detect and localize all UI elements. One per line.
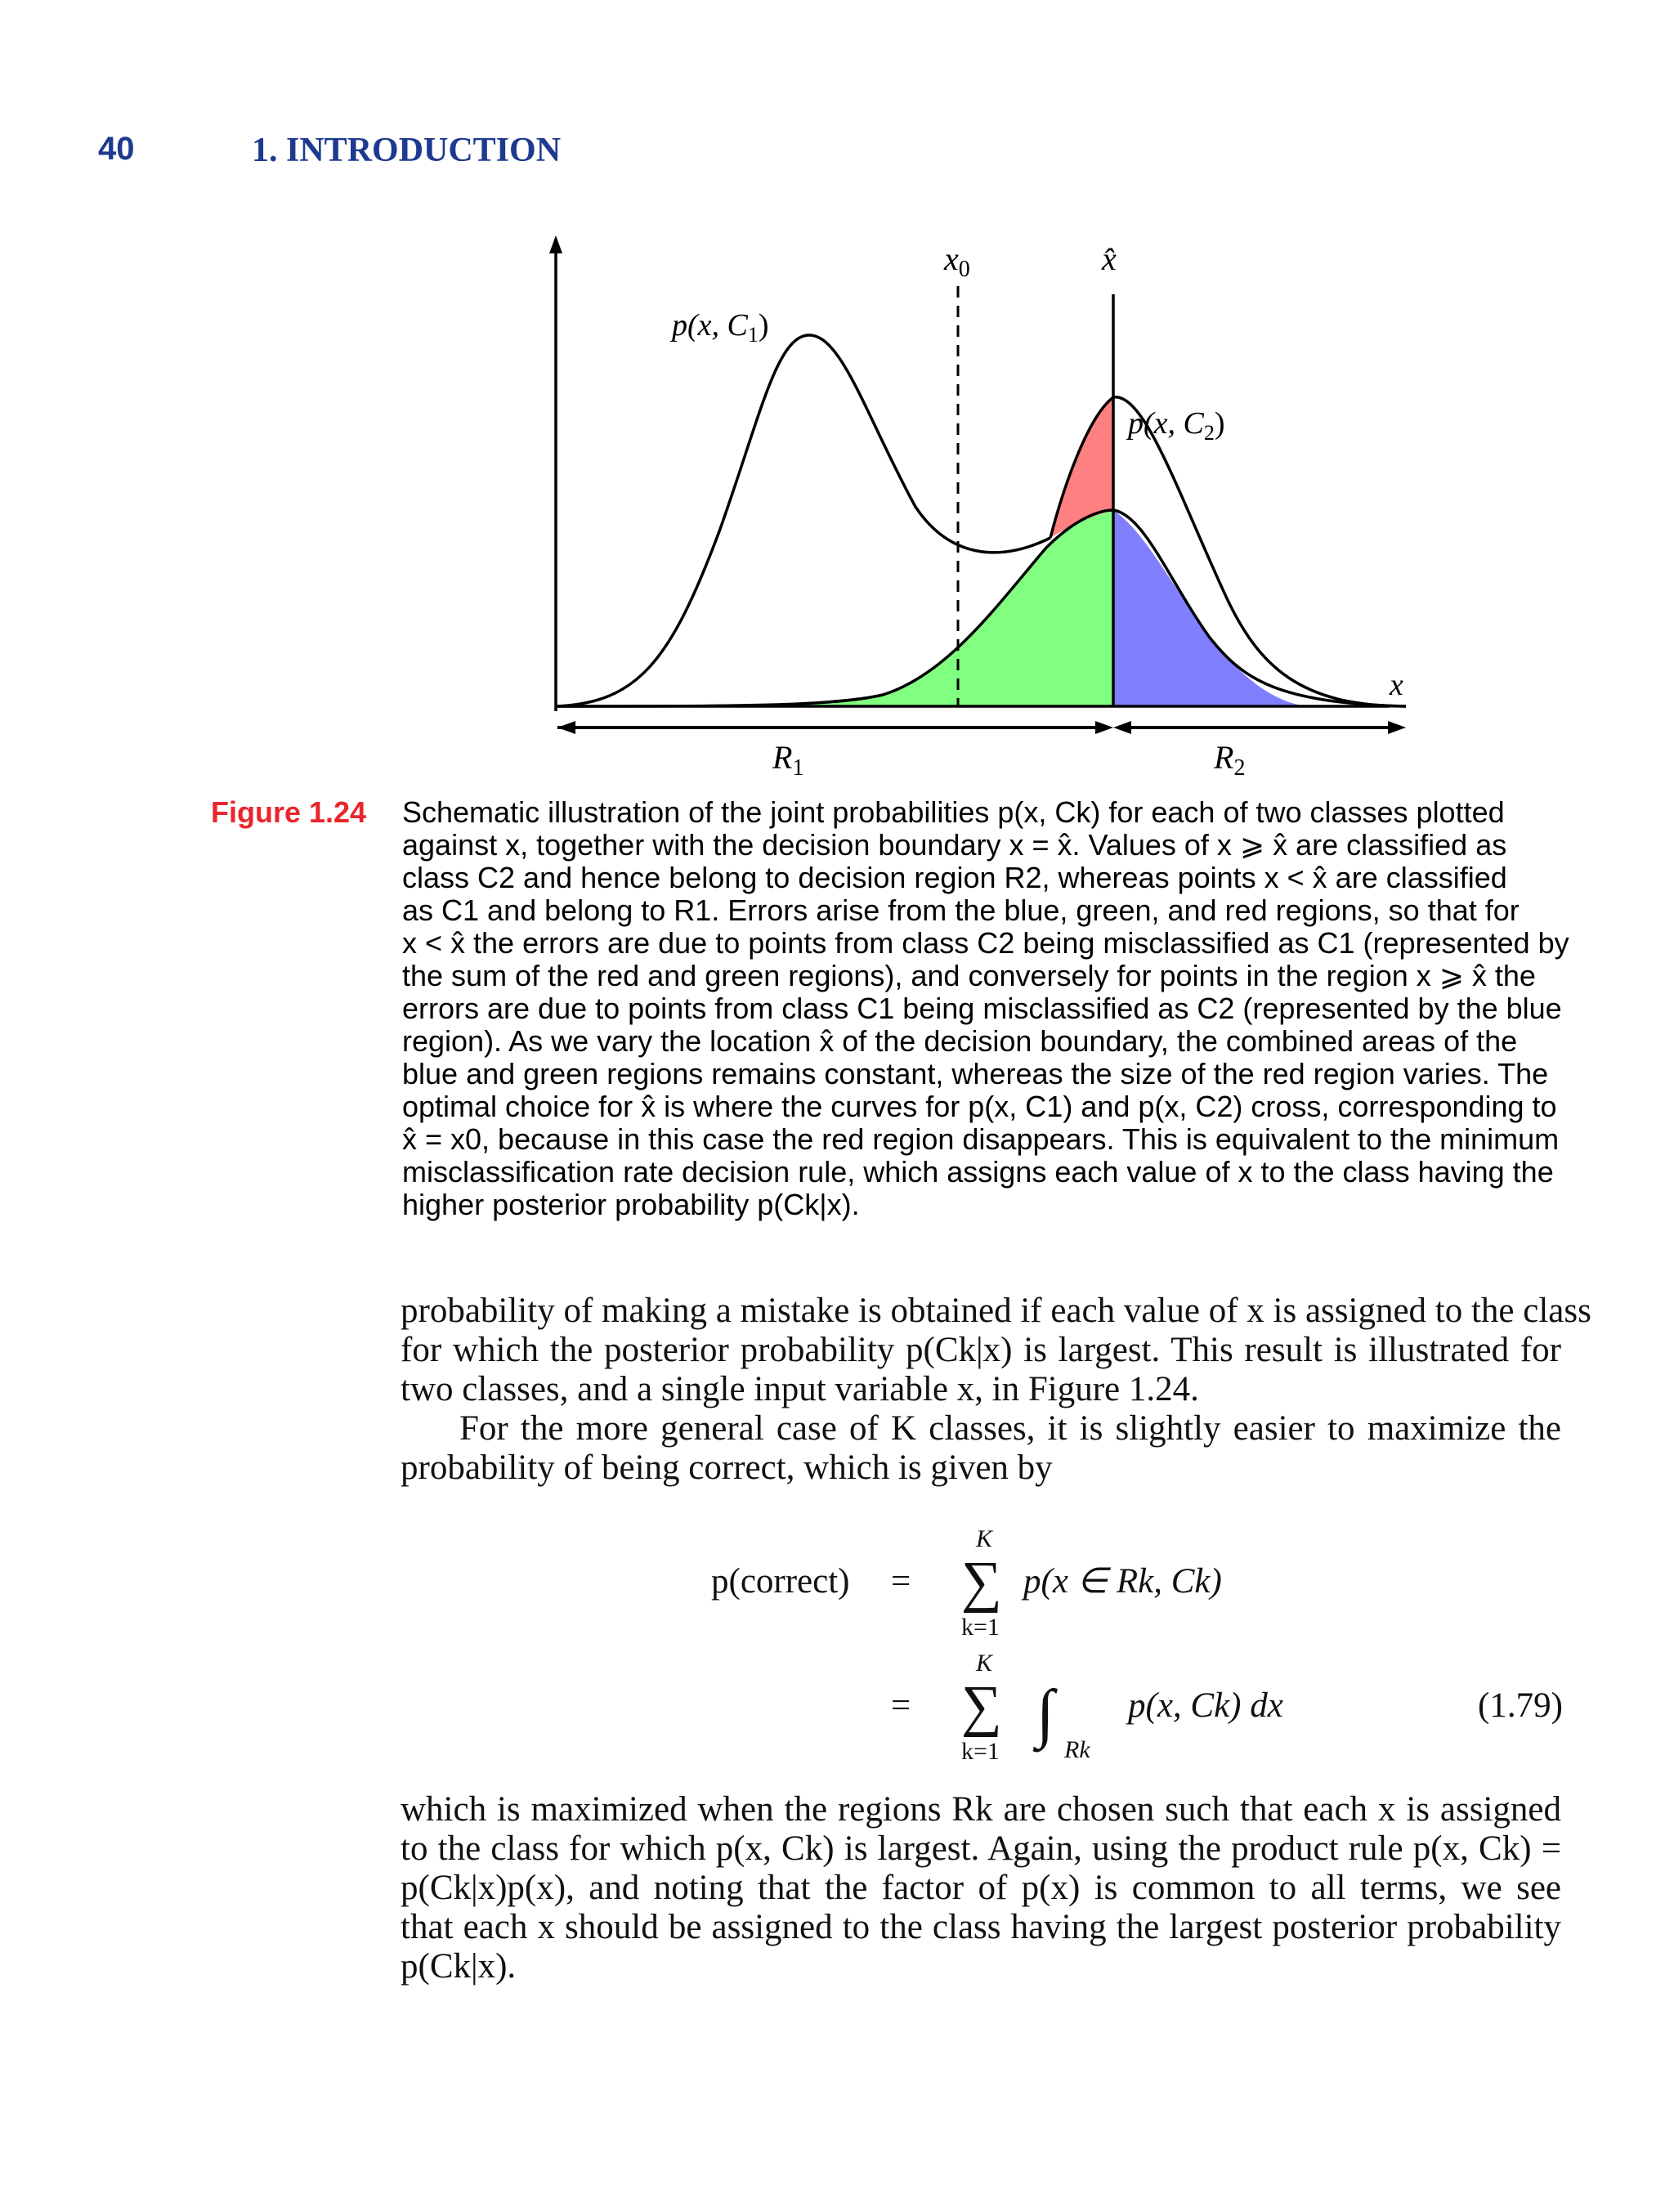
equation-1-79 (703, 1520, 1569, 1766)
eq-row2-term: p(x, Ck) dx (1128, 1686, 1283, 1725)
r1-arrow-right-head (1095, 721, 1113, 734)
body-line: two classes, and a single input variable x, in Figure 1.24. (401, 1370, 1199, 1408)
body-line: p(Ck|x). (401, 1947, 517, 1986)
body-line: p(Ck|x)p(x), and noting that the factor of p(x) is common to all terms, we see (401, 1869, 1561, 1907)
eq-row1-term: p(x ∈ Rk, Ck) (1023, 1562, 1222, 1601)
body-line: for which the posterior probability p(Ck|x) is largest. This result is illustrated for (401, 1331, 1561, 1369)
caption-line: errors are due to points from class C1 being misclassified as C2 (represented by the blue (402, 992, 1562, 1025)
eq-integral-sub: Rk (1064, 1736, 1090, 1763)
page-number: 40 (98, 131, 135, 167)
label-xhat: x̂ (1102, 240, 1117, 277)
caption-line: class C2 and hence belong to decision region R2, whereas points x < x̂ are classified (402, 861, 1507, 894)
r2-arrow-left-head (1113, 721, 1131, 734)
caption-line: misclassification rate decision rule, which assigns each value of x to the class having the (402, 1155, 1554, 1189)
body-paragraph-top (401, 1292, 1591, 1488)
body-line: probability of being correct, which is given by (401, 1449, 1053, 1487)
caption-line: Schematic illustration of the joint probabilities p(x, Ck) for each of two classes plotted (402, 795, 1505, 829)
eq-equals-1: = (891, 1562, 911, 1601)
y-axis-arrow (549, 235, 562, 253)
caption-line: higher posterior probability p(Ck|x). (402, 1188, 860, 1221)
eq-sum-upper-1: K (976, 1525, 993, 1552)
eq-sum-lower-2: k=1 (961, 1738, 1000, 1765)
eq-sum-lower-1: k=1 (961, 1614, 1000, 1641)
label-x-axis: x (1390, 668, 1403, 702)
blue-region (1113, 510, 1308, 706)
figure-1-24 (490, 221, 1455, 777)
label-r1: $R_1$ (772, 739, 804, 777)
caption-line: x̂ = x0, because in this case the red region disappears. This is equivalent to the minimum (402, 1122, 1560, 1156)
body-paragraph-bottom (401, 1790, 1561, 1986)
eq-number: (1.79) (1478, 1686, 1563, 1725)
eq-sum-symbol-1: ∑ (961, 1551, 1002, 1614)
label-pxc1: p(x, $C_1$) (672, 308, 769, 347)
caption-line: against x, together with the decision boundary x = x̂. Values of x ⩾ x̂ are classified as (402, 828, 1507, 862)
caption-line: region). As we vary the location x̂ of the decision boundary, the combined areas of the (402, 1024, 1518, 1058)
caption-line: optimal choice for x̂ is where the curves for p(x, C1) and p(x, C2) cross, corresponding to (402, 1090, 1557, 1123)
body-line: which is maximized when the regions Rk are chosen such that each x is assigned (401, 1790, 1561, 1829)
caption-label: Figure 1.24 (211, 795, 367, 829)
chapter-title: 1. INTRODUCTION (252, 132, 562, 169)
eq-lhs: p(correct) (711, 1562, 850, 1601)
caption-line: blue and green regions remains constant, whereas the size of the red region varies. The (402, 1057, 1549, 1090)
label-r2: $R_2$ (1214, 739, 1246, 777)
body-line: For the more general case of K classes, it is slightly easier to maximize the (459, 1409, 1561, 1448)
caption-line: x < x̂ the errors are due to points from class C2 being misclassified as C1 (represented by (402, 926, 1569, 960)
caption-text (402, 795, 1569, 1221)
label-x0: $x_0$ (944, 240, 970, 282)
body-line: that each x should be assigned to the class having the largest posterior probability (401, 1908, 1561, 1946)
caption-line: the sum of the red and green regions), and conversely for points in the region x ⩾ x̂ the (402, 959, 1536, 992)
caption-line: as C1 and belong to R1. Errors arise from the blue, green, and red regions, so that for (402, 893, 1520, 927)
r1-arrow-left-head (557, 721, 575, 734)
eq-sum-upper-2: K (976, 1650, 993, 1677)
eq-sum-symbol-2: ∑ (961, 1675, 1002, 1738)
eq-equals-2: = (891, 1686, 911, 1725)
eq-integral-symbol: ∫ (1036, 1677, 1054, 1749)
body-line: to the class for which p(x, Ck) is largest. Again, using the product rule p(x, Ck) = (401, 1829, 1561, 1868)
label-pxc2: p(x, $C_2$) (1128, 406, 1225, 445)
body-line: probability of making a mistake is obtained if each value of x is assigned to the class (401, 1292, 1591, 1330)
r2-arrow-right-head (1388, 721, 1406, 734)
